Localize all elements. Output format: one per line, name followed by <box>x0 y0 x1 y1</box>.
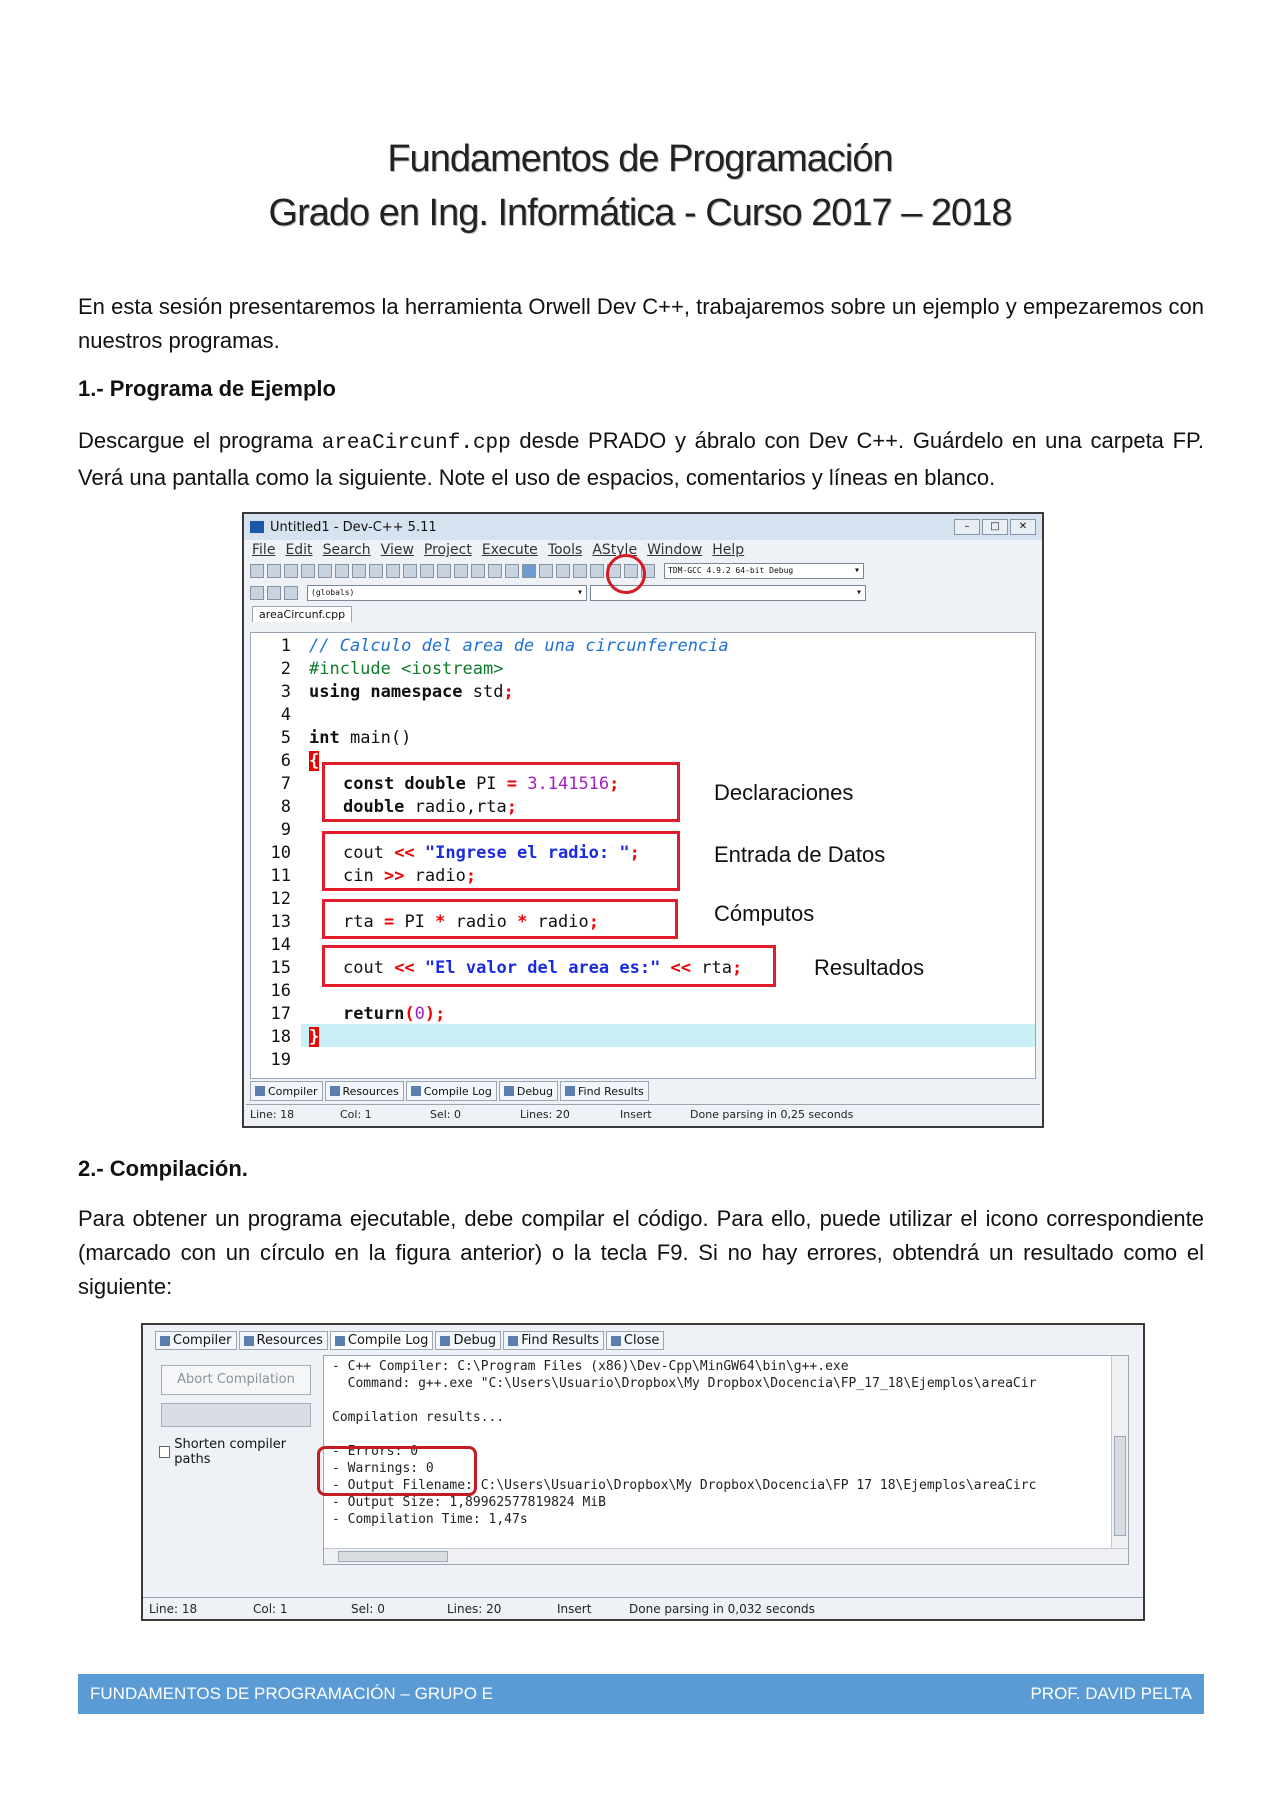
tab-debug[interactable]: Debug <box>499 1081 558 1101</box>
menu-edit[interactable]: Edit <box>285 542 313 558</box>
line-number: 16 <box>270 981 291 1001</box>
log-line: - C++ Compiler: C:\Program Files (x86)\Dev-Cpp\MinGW64\bin\g++.exe <box>332 1359 849 1374</box>
tab-compile-log[interactable]: Compile Log <box>330 1331 434 1350</box>
input-box <box>322 831 680 891</box>
filename: areaCircunf.cpp <box>321 432 511 455</box>
status-bar <box>246 1104 1040 1124</box>
find-results-icon <box>508 1336 518 1346</box>
code-line-18: } <box>309 1027 320 1047</box>
bottom-panel-tabs <box>250 1081 649 1101</box>
compiler-icon <box>255 1086 265 1096</box>
save-all-icon[interactable] <box>301 564 315 578</box>
menu-execute[interactable]: Execute <box>481 542 538 558</box>
close-all-icon[interactable] <box>335 564 349 578</box>
checkbox-icon[interactable] <box>159 1446 170 1458</box>
devcpp-icon <box>250 521 264 533</box>
tab-find-results[interactable]: Find Results <box>503 1331 604 1350</box>
menu-astyle[interactable]: AStyle <box>592 542 638 558</box>
line-number: 9 <box>280 820 291 840</box>
section2-paragraph: Para obtener un programa ejecutable, debe compilar el código. Para ello, puede utilizar el icono correspondiente (marcado con un círculo en la figura anterior) o la tecla F9. Si no hay errores, obtendrá un resultado como el siguiente: <box>78 1206 1204 1299</box>
footer-right: PROF. DAVID PELTA <box>1030 1684 1192 1703</box>
compile-progress-bar <box>161 1403 311 1427</box>
compile-log-panel <box>141 1323 1145 1621</box>
log-line: - Compilation Time: 1,47s <box>332 1512 528 1527</box>
status-line: Line: 18 <box>250 1108 295 1121</box>
code-line-5: int main() <box>309 728 412 748</box>
declarations-box <box>322 762 680 822</box>
tab-compile-log[interactable]: Compile Log <box>406 1081 497 1101</box>
log-line: - Warnings: 0 <box>332 1461 434 1476</box>
status-message: Done parsing in 0,032 seconds <box>629 1601 815 1616</box>
code-line-7: const double PI = 3.141516; <box>343 774 620 794</box>
tab-compiler[interactable]: Compiler <box>250 1081 323 1101</box>
status-mode: Insert <box>620 1108 652 1121</box>
window-title: Untitled1 - Dev-C++ 5.11 <box>270 519 437 535</box>
log-line: - Errors: 0 <box>332 1444 419 1459</box>
rebuild-icon[interactable] <box>573 564 587 578</box>
computation-box <box>322 899 678 939</box>
menu-view[interactable]: View <box>380 542 414 558</box>
code-line-15: cout << "El valor del area es:" << rta; <box>343 958 743 978</box>
unindent-icon[interactable] <box>471 564 485 578</box>
debug-tab-icon <box>440 1336 450 1346</box>
log-line: - Output Size: 1,89962577819824 MiB <box>332 1495 606 1510</box>
label-resultados: Resultados <box>814 955 925 980</box>
page-footer <box>78 1674 1204 1714</box>
close-icon[interactable]: ✕ <box>1010 519 1036 535</box>
errors-warnings-box <box>317 1446 477 1496</box>
current-line-highlight <box>301 1024 1035 1047</box>
status-sel: Sel: 0 <box>430 1108 462 1121</box>
line-number: 5 <box>280 728 291 748</box>
code-line-10: cout << "Ingrese el radio: "; <box>343 843 640 863</box>
maximize-icon[interactable]: □ <box>982 519 1008 535</box>
log-line: Command: g++.exe "C:\Users\Usuario\Dropbox\My Dropbox\Docencia\FP_17_18\Ejemplos\areaCir <box>332 1376 1037 1391</box>
run-icon[interactable] <box>539 564 553 578</box>
line-number: 19 <box>270 1050 291 1070</box>
line-number: 12 <box>270 889 291 909</box>
toggle-comment-icon[interactable] <box>505 564 519 578</box>
status-mode: Insert <box>557 1601 592 1616</box>
class-next-icon[interactable] <box>267 586 281 600</box>
tab-resources[interactable]: Resources <box>239 1331 328 1350</box>
window-titlebar <box>244 514 1042 540</box>
line-number: 13 <box>270 912 291 932</box>
code-line-17: return(0); <box>343 1004 446 1024</box>
line-number: 14 <box>270 935 291 955</box>
indent-icon[interactable] <box>454 564 468 578</box>
line-number: 8 <box>280 797 291 817</box>
editor-tabs <box>244 604 1042 624</box>
tab-compiler[interactable]: Compiler <box>155 1331 237 1350</box>
tab-resources[interactable]: Resources <box>325 1081 404 1101</box>
compile-highlight-circle <box>606 554 646 594</box>
compiler-icon <box>160 1336 170 1346</box>
line-number: 10 <box>270 843 291 863</box>
shorten-paths-label: Shorten compiler paths <box>174 1437 287 1467</box>
new-file-icon[interactable] <box>250 564 264 578</box>
status-lines: Lines: 20 <box>520 1108 570 1121</box>
panel-tabs <box>155 1331 664 1350</box>
menu-file[interactable]: File <box>252 542 276 558</box>
close-tab-icon <box>611 1336 621 1346</box>
close-file-icon[interactable] <box>318 564 332 578</box>
section1-text-start: Descargue el programa <box>78 428 322 453</box>
label-entrada: Entrada de Datos <box>714 842 886 867</box>
resources-icon <box>330 1086 340 1096</box>
status-message: Done parsing in 0,25 seconds <box>690 1108 854 1121</box>
code-line-6: { <box>309 751 320 771</box>
line-number: 11 <box>270 866 291 886</box>
doc-title-line1: Fundamentos de Programación <box>387 138 893 180</box>
resources-icon <box>244 1336 254 1346</box>
abort-compilation-button[interactable]: Abort Compilation <box>161 1365 311 1395</box>
line-gutter <box>251 633 301 1078</box>
line-number: 7 <box>280 774 291 794</box>
compile-options <box>155 1355 315 1575</box>
status-col: Col: 1 <box>340 1108 372 1121</box>
tab-find-results[interactable]: Find Results <box>560 1081 649 1101</box>
compile-log-icon <box>411 1086 421 1096</box>
compile-log-icon <box>335 1336 345 1346</box>
section1-text-end: desde PRADO y ábralo con Dev C++. Guárdelo en una carpeta FP. Verá una pantalla como la siguiente. Note el uso de espacios, comentarios y líneas en blanco. <box>78 428 1204 490</box>
code-line-3: using namespace std; <box>309 682 514 702</box>
menu-tools[interactable]: Tools <box>547 542 583 558</box>
debug-tab-icon <box>504 1086 514 1096</box>
menu-help[interactable]: Help <box>712 542 745 558</box>
label-computos: Cómputos <box>714 901 815 926</box>
menu-project[interactable]: Project <box>423 542 472 558</box>
bookmark-icon[interactable] <box>488 564 502 578</box>
class-prev-icon[interactable] <box>250 586 264 600</box>
find-icon[interactable] <box>403 564 417 578</box>
log-line: Compilation results... <box>332 1410 505 1425</box>
line-number: 2 <box>280 659 291 679</box>
status-col: Col: 1 <box>253 1601 288 1616</box>
shorten-paths-checkbox[interactable] <box>159 1437 315 1467</box>
doc-title-line2: Grado en Ing. Informática - Curso 2017 – 2018 <box>268 192 1012 234</box>
status-lines: Lines: 20 <box>447 1601 502 1616</box>
undo-icon[interactable] <box>369 564 383 578</box>
code-line-1: // Calculo del area de una circunferencia <box>309 636 729 656</box>
syntax-check-icon[interactable] <box>590 564 604 578</box>
section2-heading: 2.- Compilación. <box>78 1156 248 1181</box>
compiler-select[interactable]: TDM-GCC 4.9.2 64-bit Debug ▾ <box>664 563 864 579</box>
minimize-icon[interactable]: – <box>954 519 980 535</box>
line-number: 3 <box>280 682 291 702</box>
redo-icon[interactable] <box>386 564 400 578</box>
log-line: - Output Filename: C:\Users\Usuario\Dropbox\My Dropbox\Docencia\FP 17 18\Ejemplos\areaCirc <box>332 1478 1037 1493</box>
globals-select[interactable]: (globals) ▾ <box>307 585 587 601</box>
scroll-thumb[interactable] <box>338 1551 448 1562</box>
section1-paragraph <box>78 424 1204 495</box>
code-line-13: rta = PI * radio * radio; <box>343 912 599 932</box>
tab-close[interactable]: Close <box>606 1331 664 1350</box>
compile-run-icon[interactable] <box>556 564 570 578</box>
replace-icon[interactable] <box>420 564 434 578</box>
line-number: 17 <box>270 1004 291 1024</box>
code-line-8: double radio,rta; <box>343 797 518 817</box>
compile-icon[interactable] <box>522 564 536 578</box>
save-icon[interactable] <box>284 564 298 578</box>
line-number: 1 <box>280 636 291 656</box>
goto-icon[interactable] <box>437 564 451 578</box>
line-number: 18 <box>270 1027 291 1047</box>
footer-left: FUNDAMENTOS DE PROGRAMACIÓN – GRUPO E <box>90 1684 494 1703</box>
open-file-icon[interactable] <box>267 564 281 578</box>
print-icon[interactable] <box>352 564 366 578</box>
scroll-thumb[interactable] <box>1114 1436 1126 1536</box>
status-sel: Sel: 0 <box>351 1601 385 1616</box>
menu-bar <box>244 540 1042 560</box>
section1-heading: 1.- Programa de Ejemplo <box>78 376 336 401</box>
horizontal-scrollbar[interactable] <box>324 1548 1128 1564</box>
code-line-11: cin >> radio; <box>343 866 477 886</box>
line-number: 4 <box>280 705 291 725</box>
menu-window[interactable]: Window <box>647 542 703 558</box>
label-declaraciones: Declaraciones <box>714 780 854 805</box>
status-line: Line: 18 <box>149 1601 198 1616</box>
status-bar <box>143 1597 1143 1619</box>
line-number: 15 <box>270 958 291 978</box>
output-box <box>322 945 776 987</box>
code-line-2: #include <iostream> <box>309 659 504 679</box>
line-number: 6 <box>280 751 291 771</box>
file-tab[interactable]: areaCircunf.cpp <box>252 606 352 622</box>
vertical-scrollbar[interactable] <box>1111 1356 1128 1564</box>
class-toolbar <box>244 582 1042 604</box>
menu-search[interactable]: Search <box>322 542 371 558</box>
find-results-icon <box>565 1086 575 1096</box>
class-info-icon[interactable] <box>284 586 298 600</box>
intro-paragraph: En esta sesión presentaremos la herramienta Orwell Dev C++, trabajaremos sobre un ejemplo y empezaremos con nuestros programas. <box>78 294 1204 353</box>
tab-debug[interactable]: Debug <box>435 1331 501 1350</box>
